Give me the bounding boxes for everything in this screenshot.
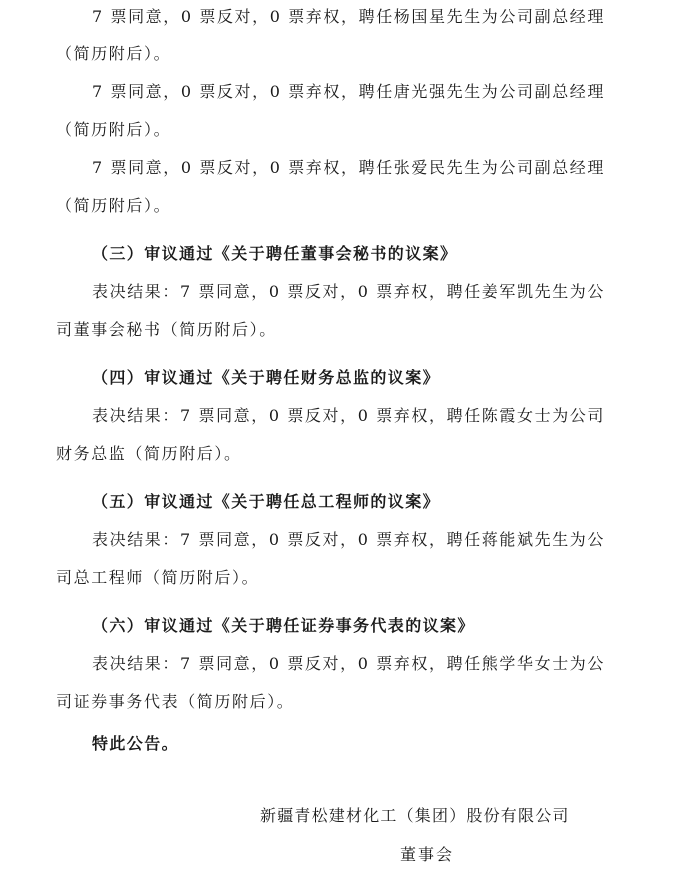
appointment-2-line-1: 7 票同意，0 票反对，0 票弃权，聘任唐光强先生为公司副总经理: [92, 82, 605, 101]
section-6-heading: （六）审议通过《关于聘任证券事务代表的议案》: [92, 616, 475, 635]
signature-board: 董事会: [400, 845, 455, 864]
section-3-result-line-2: 司董事会秘书（简历附后）。: [56, 320, 277, 339]
appointment-3-line-2: （简历附后）。: [56, 196, 172, 215]
section-4-heading: （四）审议通过《关于聘任财务总监的议案》: [92, 368, 441, 387]
section-5-heading: （五）审议通过《关于聘任总工程师的议案》: [92, 492, 441, 511]
appointment-3-line-1: 7 票同意，0 票反对，0 票弃权，聘任张爱民先生为公司副总经理: [92, 158, 605, 177]
section-6-result-line-2: 司证券事务代表（简历附后）。: [56, 692, 295, 711]
section-3-heading: （三）审议通过《关于聘任董事会秘书的议案》: [92, 244, 458, 263]
section-6-result-line-1: 表决结果：7 票同意，0 票反对，0 票弃权，聘任熊学华女士为公: [92, 654, 605, 673]
signature-company: 新疆青松建材化工（集团）股份有限公司: [260, 806, 570, 825]
closing-statement: 特此公告。: [92, 734, 180, 753]
section-5-result-line-2: 司总工程师（简历附后）。: [56, 568, 260, 587]
appointment-2-line-2: （简历附后）。: [56, 120, 172, 139]
appointment-1-line-1: 7 票同意，0 票反对，0 票弃权，聘任杨国星先生为公司副总经理: [92, 7, 605, 26]
section-3-result-line-1: 表决结果：7 票同意，0 票反对，0 票弃权，聘任姜军凯先生为公: [92, 282, 605, 301]
appointment-1-line-2: （简历附后）。: [56, 44, 172, 63]
section-4-result-line-2: 财务总监（简历附后）。: [56, 444, 242, 463]
section-5-result-line-1: 表决结果：7 票同意，0 票反对，0 票弃权，聘任蒋能斌先生为公: [92, 530, 605, 549]
section-4-result-line-1: 表决结果：7 票同意，0 票反对，0 票弃权，聘任陈霞女士为公司: [92, 406, 605, 425]
